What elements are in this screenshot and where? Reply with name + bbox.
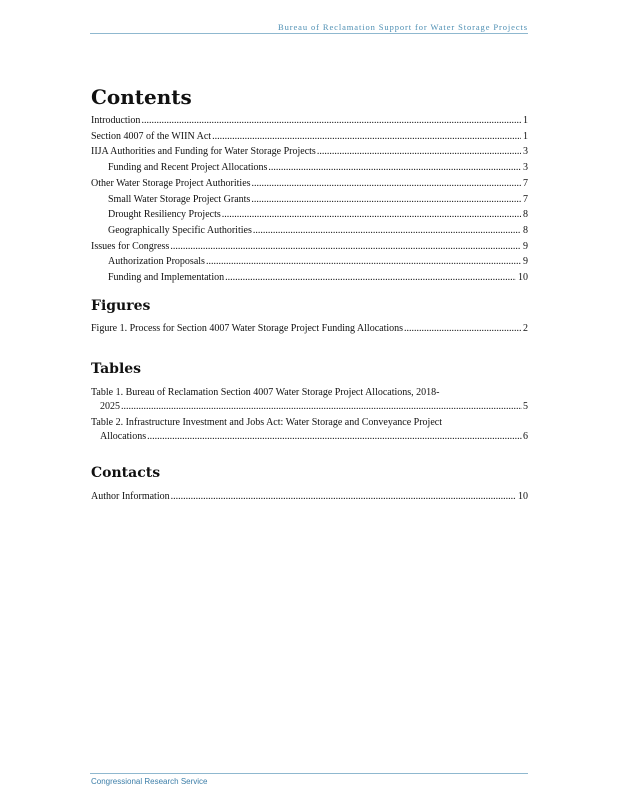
dot-leader [251, 192, 521, 208]
toc-entry-page: 3 [523, 162, 528, 174]
dot-leader [141, 113, 521, 129]
contacts-list [91, 489, 528, 505]
dot-leader [212, 129, 521, 145]
toc-entry-page: 9 [523, 240, 528, 252]
toc-entry-issues-for-congress[interactable] [91, 239, 528, 255]
tables-list [91, 386, 528, 444]
running-header: Bureau of Reclamation Support for Water Storage Projects [278, 22, 528, 32]
toc-entry-page: 7 [523, 193, 528, 205]
footer-organization: Congressional Research Service [91, 777, 208, 786]
toc-entry-drought-resiliency[interactable] [91, 207, 528, 223]
dot-leader [252, 176, 521, 192]
toc-entry-label: Geographically Specific Authorities [108, 224, 252, 236]
dot-leader [268, 160, 521, 176]
toc-entry-funding-allocations[interactable] [91, 160, 528, 176]
tables-heading: Tables [91, 361, 142, 377]
footer-rule [90, 773, 528, 774]
toc-entry-label: Introduction [91, 115, 141, 126]
toc-entry-page: 9 [523, 256, 528, 268]
toc-entry-label: Author Information [91, 491, 170, 502]
dot-leader [317, 144, 521, 160]
figures-heading: Figures [91, 298, 151, 314]
toc-entry-label: Funding and Recent Project Allocations [108, 162, 268, 174]
toc-entry-page: 2 [523, 323, 528, 334]
toc-entry-small-grants[interactable] [91, 192, 528, 208]
toc-entry-page: 10 [518, 491, 528, 502]
toc-entry-label: Other Water Storage Project Authorities [91, 177, 251, 189]
toc-entry-page: 5 [523, 401, 528, 412]
toc-entry-label: Figure 1. Process for Section 4007 Water Storage Project Funding Allocations [91, 323, 404, 334]
dot-leader [225, 270, 516, 286]
toc-entry-page: 3 [523, 146, 528, 158]
toc-entry-label: Table 2. Infrastructure Investment and Jobs Act: Water Storage and Conveyance Project [91, 417, 442, 428]
toc-entry-label: Drought Resiliency Projects [108, 209, 221, 221]
dot-leader [253, 223, 521, 239]
toc-entry-page: 8 [523, 209, 528, 221]
contents-list [91, 113, 528, 286]
header-rule [90, 33, 528, 34]
toc-entry-label: Table 1. Bureau of Reclamation Section 4007 Water Storage Project Allocations, 2018- [91, 387, 440, 398]
toc-entry-page: 6 [523, 431, 528, 442]
dot-leader [121, 400, 522, 414]
toc-entry-label: Small Water Storage Project Grants [108, 193, 251, 205]
toc-entry-label: Issues for Congress [91, 240, 170, 252]
dot-leader [147, 430, 522, 444]
toc-entry-authorization-proposals[interactable] [91, 254, 528, 270]
toc-entry-author-information[interactable] [91, 489, 528, 505]
toc-entry-figure-1[interactable] [91, 321, 528, 337]
toc-entry-table-1[interactable] [91, 386, 528, 414]
toc-entry-page: 8 [523, 224, 528, 236]
dot-leader [222, 207, 521, 223]
dot-leader [404, 321, 521, 337]
figures-list [91, 321, 528, 337]
toc-entry-label: Authorization Proposals [108, 256, 205, 268]
toc-entry-label-continued: Allocations [100, 431, 147, 442]
toc-entry-label: Section 4007 of the WIIN Act [91, 130, 212, 142]
toc-entry-page: 1 [523, 115, 528, 126]
dot-leader [170, 239, 521, 255]
contents-heading: Contents [91, 85, 192, 109]
dot-leader [171, 489, 516, 505]
toc-entry-iija-authorities[interactable] [91, 144, 528, 160]
toc-entry-page: 1 [523, 130, 528, 142]
toc-entry-page: 10 [518, 272, 528, 284]
toc-entry-label-continued: 2025 [100, 401, 120, 412]
dot-leader [206, 254, 521, 270]
toc-entry-page: 7 [523, 177, 528, 189]
toc-entry-label: Funding and Implementation [108, 272, 225, 284]
contacts-heading: Contacts [91, 465, 161, 481]
toc-entry-section-4007[interactable] [91, 129, 528, 145]
toc-entry-geographic-authorities[interactable] [91, 223, 528, 239]
toc-entry-other-authorities[interactable] [91, 176, 528, 192]
toc-entry-label: IIJA Authorities and Funding for Water Storage Projects [91, 146, 316, 158]
toc-entry-funding-implementation[interactable] [91, 270, 528, 286]
toc-entry-table-2[interactable] [91, 416, 528, 444]
toc-entry-introduction[interactable] [91, 113, 528, 129]
